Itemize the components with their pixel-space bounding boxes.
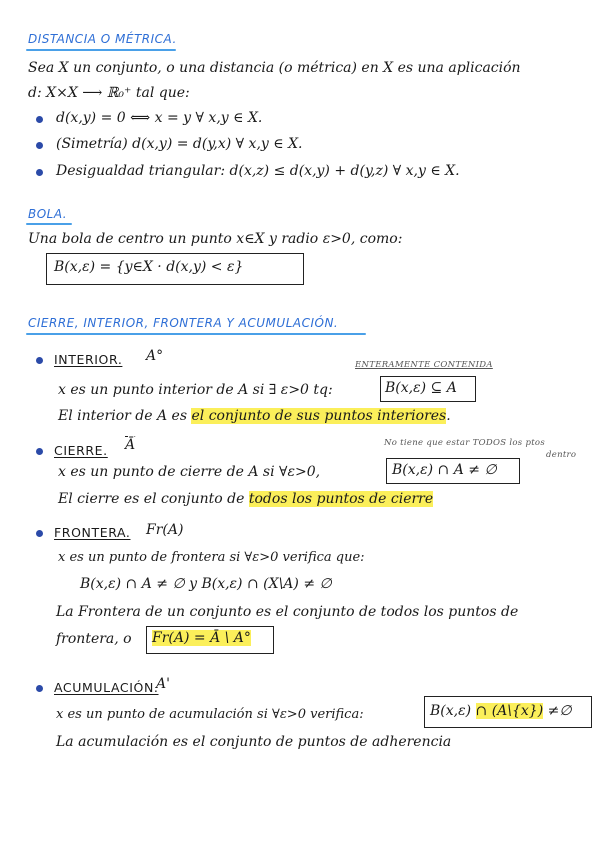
heading-cierre-interior-frontera: CIERRE, INTERIOR, FRONTERA Y ACUMULACIÓN. (28, 316, 339, 330)
distancia-bullet-3: Desigualdad triangular: d(x,z) ≤ d(x,y) + d(y,z) ∀ x,y ∈ X. (56, 163, 460, 179)
interior-box-formula: B(x,ε) ⊆ A (385, 380, 457, 396)
interior-note: ENTERAMENTE CONTENIDA (355, 360, 493, 370)
cierre-title: CIERRE. (54, 443, 108, 458)
frontera-symbol: Fr(A) (146, 522, 184, 538)
cierre-line-1: x es un punto de cierre de A si ∀ε>0, (58, 464, 321, 480)
bullet-dot (36, 530, 43, 537)
frontera-line-1: x es un punto de frontera si ∀ε>0 verifica que: (58, 550, 365, 565)
heading-distancia: DISTANCIA O MÉTRICA. (28, 32, 177, 46)
heading-underline (26, 223, 72, 225)
heading-underline (26, 333, 366, 335)
bullet-dot (36, 448, 43, 455)
frontera-line-2: B(x,ε) ∩ A ≠ ∅ y B(x,ε) ∩ (X\A) ≠ ∅ (80, 576, 332, 592)
interior-line-1: x es un punto interior de A si ∃ ε>0 tq: (58, 382, 333, 398)
bullet-dot (36, 142, 43, 149)
bullet-dot (36, 169, 43, 176)
acumulacion-line-1: x es un punto de acumulación si ∀ε>0 verifica: (56, 707, 364, 722)
interior-line-2: El interior de A es el conjunto de sus puntos interiores. (58, 408, 451, 424)
frontera-line-3: La Frontera de un conjunto es el conjunto de todos los puntos de (56, 604, 519, 620)
heading-bola: BOLA. (28, 207, 68, 221)
bullet-dot (36, 685, 43, 692)
cierre-note-2: dentro (546, 450, 577, 460)
interior-symbol: A° (146, 348, 164, 364)
distancia-bullet-2: (Simetría) d(x,y) = d(y,x) ∀ x,y ∈ X. (56, 136, 303, 152)
cierre-note: No tiene que estar TODOS los ptos (384, 438, 545, 448)
bola-formula: B(x,ε) = {y∈X · d(x,y) < ε} (54, 259, 244, 275)
frontera-box-formula: Fr(A) = Ā \ A° (152, 630, 251, 646)
acumulacion-box-formula: B(x,ε) ∩ (A\{x}) ≠∅ (430, 703, 572, 719)
bullet-dot (36, 357, 43, 364)
frontera-title: FRONTERA. (54, 525, 131, 540)
cierre-line-2: El cierre es el conjunto de todos los puntos de cierre (58, 491, 434, 507)
acumulacion-line-2: La acumulación es el conjunto de puntos de adherencia (56, 734, 452, 750)
frontera-line-4: frontera, o (56, 631, 132, 647)
interior-title: INTERIOR. (54, 352, 123, 367)
acumulacion-symbol: A' (156, 676, 170, 692)
distancia-line-1: Sea X un conjunto, o una distancia (o métrica) en X es una aplicación (28, 60, 521, 76)
bola-line-1: Una bola de centro un punto x∈X y radio ε>0, como: (28, 231, 403, 247)
cierre-symbol: $\overline{Ā}$ (125, 437, 136, 453)
heading-underline (26, 49, 176, 51)
acumulacion-title: ACUMULACIÓN. (54, 680, 159, 695)
distancia-bullet-1: d(x,y) = 0 ⟺ x = y ∀ x,y ∈ X. (56, 110, 263, 126)
cierre-box-formula: B(x,ε) ∩ A ≠ ∅ (392, 462, 497, 478)
bullet-dot (36, 116, 43, 123)
distancia-line-2: d: X×X ⟶ ℝ₀⁺ tal que: (28, 85, 190, 101)
